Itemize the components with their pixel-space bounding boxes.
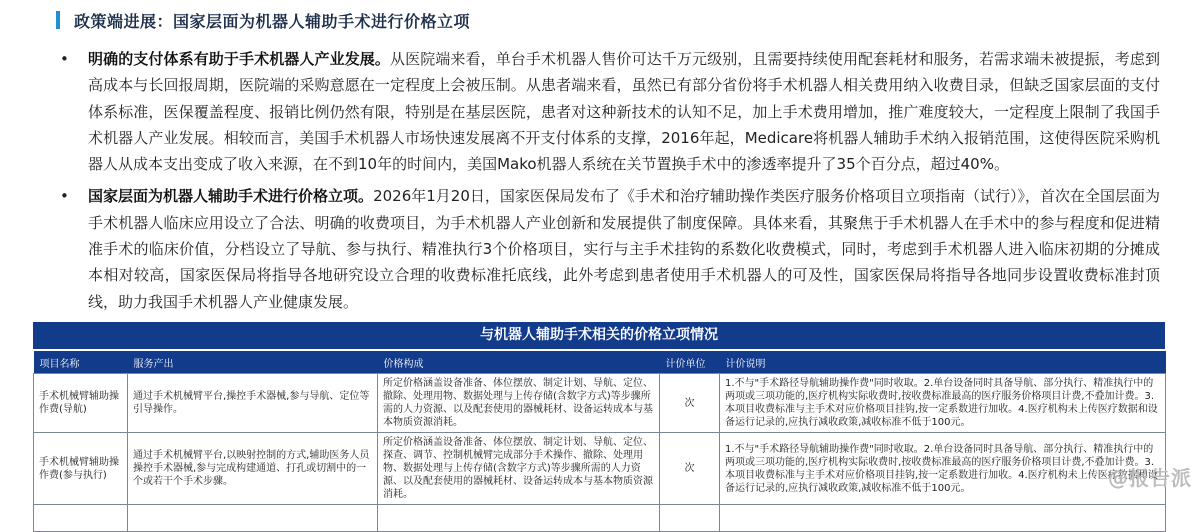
watermark: @报告派 xyxy=(1108,466,1192,490)
table-title: 与机器人辅助手术相关的价格立项情况 xyxy=(33,322,1165,349)
table-header-row xyxy=(34,350,1166,374)
bullet-marker: • xyxy=(60,50,69,68)
cell-price: 所定价格涵盖设备准备、体位摆放、制定计划、导航、定位、探查、调节、控制机械臂完成部分手术操作、撤除、处理用物、数据处理与上传存储(含数字方式)等步骤所需的人力资源、以及配套使用的器械耗材、设备运转成本与基本物质资源消耗。 xyxy=(378,433,660,505)
bullet-item-payment-system xyxy=(60,46,1160,177)
bullet-lead: 国家层面为机器人辅助手术进行价格立项。 xyxy=(88,187,374,206)
bullet-text: 从医院端来看，单台手术机器人售价可达千万元级别，且需要持续使用配套耗材和服务，若需求端未被提振，考虑到高成本与长回报周期，医院端的采购意愿在一定程度上会被压制。从患者端来看，虽然已有部分省份将手术机器人相关费用纳入收费目录，但缺乏国家层面的支付体系标准，医保覆盖程度、报销比例仍然有限，特别是在基层医院，患者对这种新技术的认知不足，加上手术费用增加，推广难度较大，一定程度上限制了我国手术机器人产业发展。相较而言，美国手术机器人市场快速发展离不开支付体系的支撑，2016年起，Medicare将机器人辅助手术纳入报销范围，这使得医院采购机器人从成本支出变成了收入来源，在不到10年的时间内，美国Mako机器人系统在关节置换手术中的渗透率提升了35个百分点，超过40%。 xyxy=(88,50,1160,174)
cell-note xyxy=(720,505,1166,532)
col-header-name: 项目名称 xyxy=(34,350,128,374)
cell-name: 手术机械臂辅助操作费(导航) xyxy=(34,374,128,433)
bullet-item-price-approval xyxy=(60,183,1160,314)
bullet-marker: • xyxy=(60,187,69,206)
pricing-table xyxy=(33,349,1166,532)
bullet-lead: 明确的支付体系有助于手术机器人产业发展。 xyxy=(88,50,390,68)
table-row xyxy=(34,374,1166,433)
cell-output: 通过手术机械臂平台,操控手术器械,参与导航、定位等引导操作。 xyxy=(128,374,378,433)
table-row xyxy=(34,433,1166,505)
pricing-table-section xyxy=(33,322,1165,532)
header-accent-bar xyxy=(56,11,60,29)
col-header-note: 计价说明 xyxy=(720,350,1166,374)
section-header xyxy=(56,9,470,31)
bullet-list xyxy=(60,46,1160,315)
cell-note: 1.不与"手术路径导航辅助操作费"同时收取。2.单台设备同时具备导航、部分执行、精准执行中的两项或三项功能的,医疗机构实际收费时,按收费标准最高的医疗服务价格项目计费,不叠加计费。3.本项目收费标准与主手术对应价格项目挂钩,按一定系数进行加收。4.医疗机构未上传医疗数据和设备运行记录的,应执行减收政策,减收标准不低于100元。 xyxy=(720,433,1166,505)
col-header-unit: 计价单位 xyxy=(660,350,720,374)
bullet-text: 2026年1月20日，国家医保局发布了《手术和治疗辅助操作类医疗服务价格项目立项指南（试行）》，首次在全国层面为手术机器人临床应用设立了合法、明确的收费项目，为手术机器人产业创新和发展提供了制度保障。具体来看，其聚焦于手术机器人在手术中的参与程度和促进精准手术的临床价值，分档设立了导航、参与执行、精准执行3个价格项目，实行与主手术挂钩的系数化收费模式，同时，考虑到手术机器人进入临床初期的分摊成本相对较高，国家医保局将指导各地研究设立合理的收费标准托底线，此外考虑到患者使用手术机器人的可及性，国家医保局将指导各地同步设置收费标准封顶线，助力我国手术机器人产业健康发展。 xyxy=(88,187,1160,311)
col-header-output: 服务产出 xyxy=(128,350,378,374)
page-title: 政策端进展：国家层面为机器人辅助手术进行价格立项 xyxy=(74,11,471,31)
cell-output xyxy=(128,505,378,532)
cell-unit: 次 xyxy=(660,374,720,433)
cell-name: 手术机械臂辅助操作费(参与执行) xyxy=(34,433,128,505)
cell-price xyxy=(378,505,660,532)
cell-unit: 次 xyxy=(660,433,720,505)
table-row xyxy=(34,505,1166,532)
cell-unit xyxy=(660,505,720,532)
cell-output: 通过手术机械臂平台,以映射控制的方式,辅助医务人员操控手术器械,参与完成构建通道、打孔或切割中的一个或若干个手术步骤。 xyxy=(128,433,378,505)
cell-name xyxy=(34,505,128,532)
col-header-price: 价格构成 xyxy=(378,350,660,374)
cell-price: 所定价格涵盖设备准备、体位摆放、制定计划、导航、定位、撤除、处理用物、数据处理与上传存储(含数字方式)等步骤所需的人力资源、以及配套使用的器械耗材、设备运转成本与基本物质资源消耗。 xyxy=(378,374,660,433)
cell-note: 1.不与"手术路径导航辅助操作费"同时收取。2.单台设备同时具备导航、部分执行、精准执行中的两项或三项功能的,医疗机构实际收费时,按收费标准最高的医疗服务价格项目计费,不叠加计费。3.本项目收费标准与主手术对应价格项目挂钩,按一定系数进行加收。4.医疗机构未上传医疗数据和设备运行记录的,应执行减收政策,减收标准不低于100元。 xyxy=(720,374,1166,433)
